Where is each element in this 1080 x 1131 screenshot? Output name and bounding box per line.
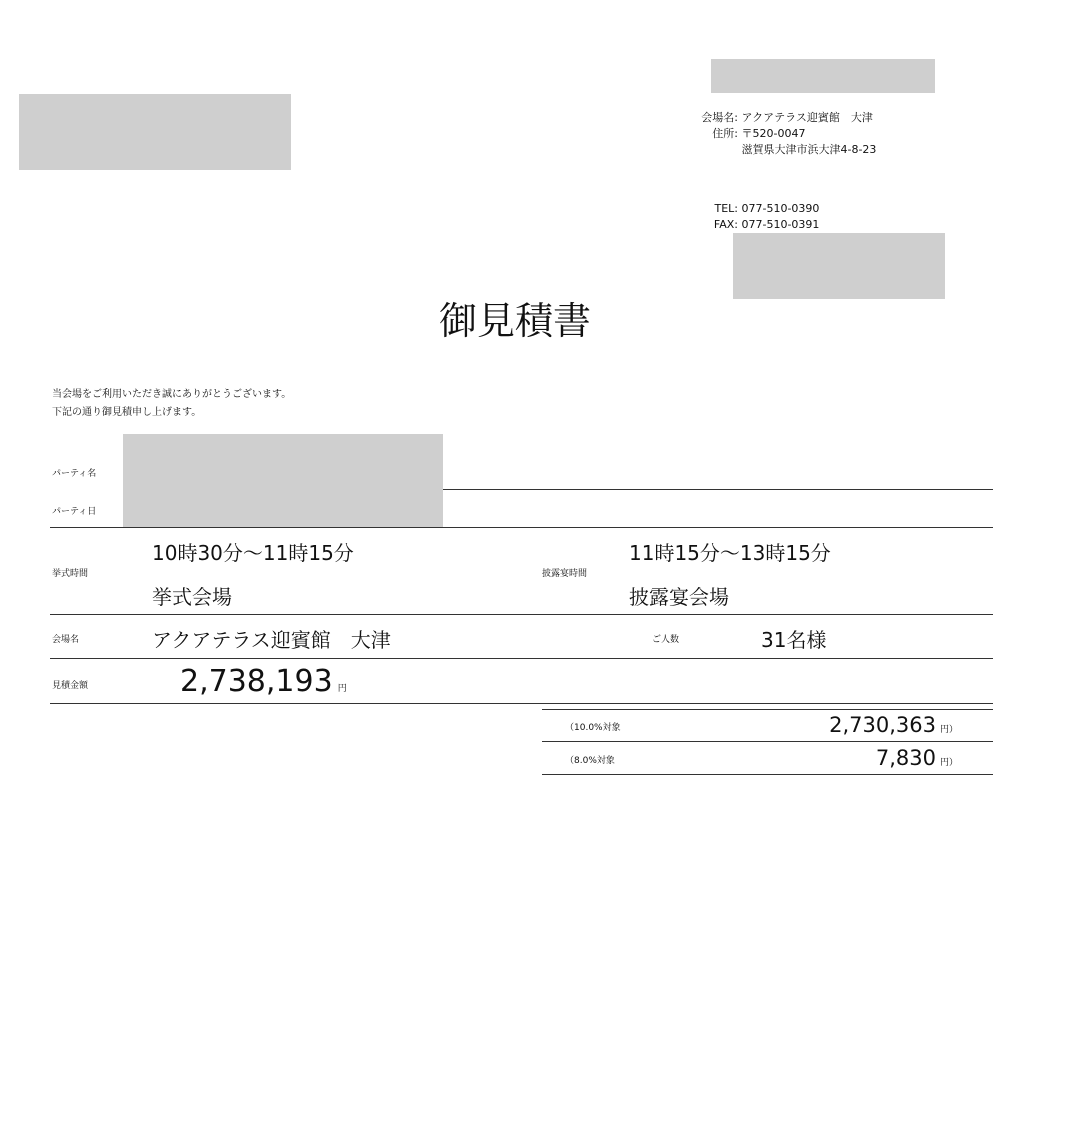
guests-value: 31名様 [761,628,827,652]
venue-label: 会場名 [52,635,80,645]
postal-code: 〒520-0047 [741,127,806,140]
fax-label: FAX: [713,218,738,231]
greeting-line-1: 当会場をご利用いただき誠にありがとうございます。 [52,389,292,400]
redacted-party-info [123,434,443,527]
redacted-logo [19,94,291,170]
divider [542,774,993,775]
greeting-line-2: 下記の通り御見積申し上げます。 [52,407,202,418]
tax-row-label: （10.0%対象 [565,723,621,733]
tax-amount-unit: 円） [939,758,958,768]
divider [50,527,993,528]
party-date-label: パーティ日 [52,507,97,517]
ceremony-time-label: 挙式時間 [52,569,89,579]
address-label: 住所: [712,127,738,140]
tax-row-amount [829,713,958,737]
tax-row-label: （8.0%対象 [565,756,615,766]
fax-value: 077-510-0391 [741,218,820,231]
reception-venue-value: 披露宴会場 [629,585,729,609]
divider [50,658,993,659]
ceremony-venue-value: 挙式会場 [152,585,232,609]
venue-name-label: 会場名: [701,111,738,124]
ceremony-time-value: 10時30分～11時15分 [152,541,354,565]
divider [542,709,993,710]
divider [50,703,993,704]
contact-info [680,201,980,233]
estimate-yen: 円 [337,684,347,694]
page-title: 御見積書 [438,299,591,343]
reception-time-value: 11時15分～13時15分 [629,541,831,565]
estimate-amount [180,664,347,699]
estimate-amount-value: 2,738,193 [180,664,333,699]
tax-amount-value: 7,830 [875,746,936,770]
tel-label: TEL: [714,202,738,215]
redacted-header-block [711,59,935,93]
reception-time-label: 披露宴時間 [542,569,588,579]
tel-value: 077-510-0390 [741,202,820,215]
tax-row-amount [876,746,958,770]
estimate-label: 見積金額 [52,681,89,691]
divider [50,614,993,615]
venue-info [680,110,980,158]
divider [542,741,993,742]
divider [443,489,993,490]
venue-name-value: アクアテラス迎賓館 大津 [741,111,873,124]
guests-label: ご人数 [652,635,680,645]
tax-amount-unit: 円） [939,725,958,735]
address-value: 滋賀県大津市浜大津4-8-23 [741,143,877,156]
venue-name-field: アクアテラス迎賓館 大津 [152,628,391,652]
party-name-label: パーティ名 [52,469,97,479]
tax-amount-value: 2,730,363 [829,713,936,737]
